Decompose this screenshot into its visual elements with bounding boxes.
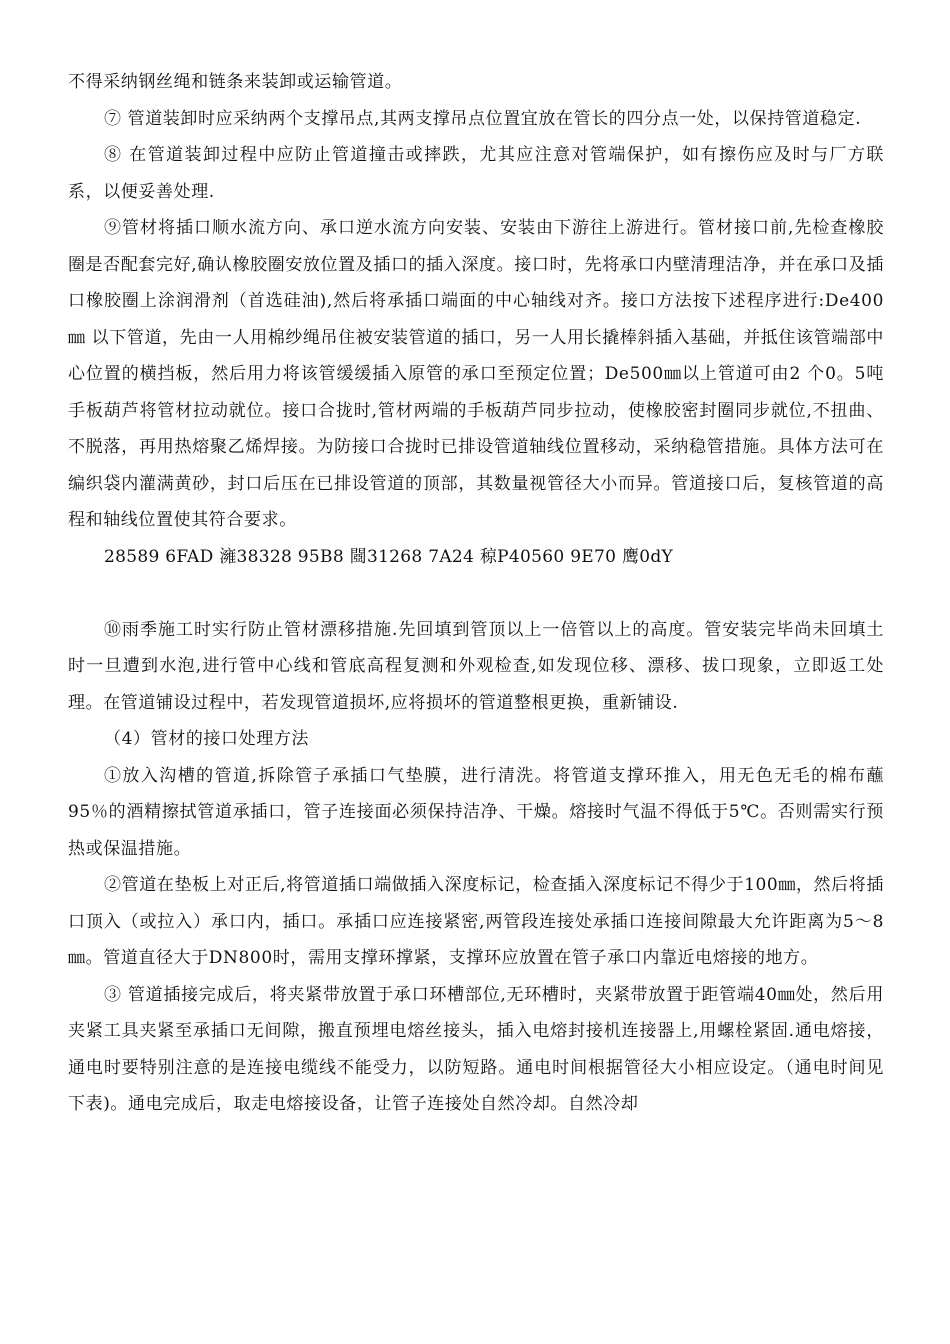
paragraph-p8: ③ 管道插接完成后，将夹紧带放置于承口环槽部位,无环槽时，夹紧带放置于距管端40㎜处，然后用夹紧工具夹紧至承插口无间隙，搬直预埋电熔丝接头，插入电熔封接机连接器上,用螺栓紧固.通电熔接，通电时要特别注意的是连接电缆线不能受力，以防短路。通电时间根据管径大小相应设定。（通电时间见下表)。通电完成后，取走电熔接设备，让管子连接处自然冷却。自然冷却 [68, 984, 884, 1114]
paragraph-p3: ⑨管材将插口顺水流方向、承口逆水流方向安装、安装由下游往上游进行。管材接口前,先检查橡胶圈是否配套完好,确认橡胶圈安放位置及插口的插入深度。接口时，先将承口内壁清理洁净，并在承口及插口橡胶圈上涂润滑剂（首选硅油),然后将承插口端面的中心轴线对齐。接口方法按下述程序进行:De400㎜ 以下管道，先由一人用棉纱绳吊住被安装管道的插口，另一人用长撬棒斜插入基础，并抵住该管端部中心位置的横挡板，然后用力将该管缓缓插入原管的承口至预定位置；De500㎜以上管道可由2 个0。5吨手板葫芦将管材拉动就位。接口合拢时,管材两端的手板葫芦同步拉动，使橡胶密封圈同步就位,不扭曲、不脱落，再用热熔聚乙烯焊接。为防接口合拢时已排设管道轴线位置移动，采纳稳管措施。具体方法可在编织袋内灌满黄砂，封口后压在已排设管道的顶部，其数量视管径大小而异。管道接口后，复核管道的高程和轴线位置使其符合要求。 [68, 218, 884, 530]
paragraph-p7: ②管道在垫板上对正后,将管道插口端做插入深度标记，检查插入深度标记不得少于100㎜，然后将插口顶入（或拉入）承口内，插口。承插口应连接紧密,两管段连接处承插口连接间隙最大允许距离为5～8㎜。管道直径大于DN800时，需用支撑环撑紧，支撑环应放置在管子承口内靠近电熔接的地方。 [68, 875, 884, 968]
document-page [68, 64, 884, 1123]
code-line: 28589 6FAD 澭38328 95B8 閸31268 7A24 稤P40560 9E70 鹰0dY [104, 546, 674, 567]
section-heading: （4）管材的接口处理方法 [104, 729, 310, 749]
paragraph-p4: ⑩雨季施工时实行防止管材漂移措施.先回填到管顶以上一倍管以上的高度。管安装完毕尚未回填土时一旦遭到水泡,进行管中心线和管底高程复测和外观检查,如发现位移、漂移、拔口现象，立即返工处理。在管道铺设过程中，若发现管道损坏,应将损坏的管道整根更换，重新铺设. [68, 619, 884, 713]
blank-line [68, 575, 884, 612]
paragraph-p6: ①放入沟槽的管道,拆除管子承插口气垫膜，进行清洗。将管道支撑环推入，用无色无毛的棉布蘸95％的酒精擦拭管道承插口，管子连接面必须保持洁净、干燥。熔接时气温不得低于5℃。否则需实行预热或保温措施。 [68, 765, 884, 859]
paragraph-p0: 不得采纳钢丝绳和链条来装卸或运输管道。 [68, 72, 403, 92]
paragraph-p1: ⑦ 管道装卸时应采纳两个支撑吊点,其两支撑吊点位置宜放在管长的四分点一处，以保持管道稳定. [104, 108, 862, 129]
paragraph-p2: ⑧ 在管道装卸过程中应防止管道撞击或摔跌，尤其应注意对管端保护，如有擦伤应及时与厂方联系，以便妥善处理. [68, 145, 884, 202]
